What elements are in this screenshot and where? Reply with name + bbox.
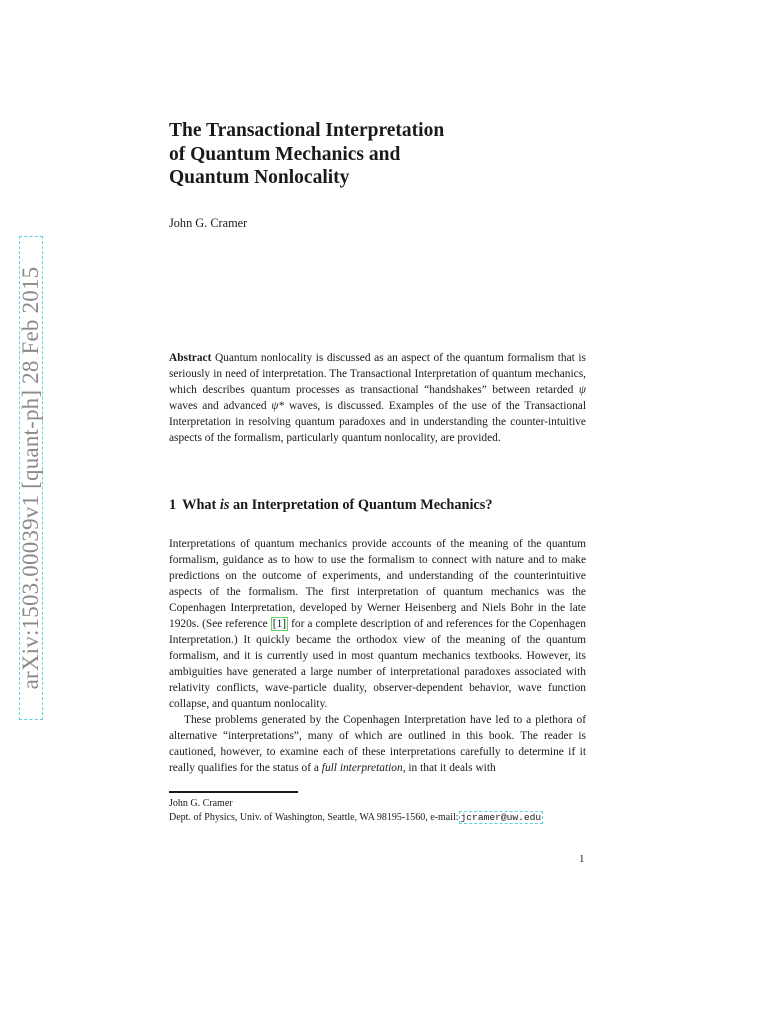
reference-link[interactable]: [1] <box>272 618 287 630</box>
footnote <box>169 797 629 824</box>
page-number: 1 <box>579 853 585 865</box>
title-line-2: of Quantum Mechanics and <box>169 143 401 165</box>
psi-symbol: ψ <box>578 384 586 396</box>
section-title-italic: is <box>219 497 230 513</box>
abstract <box>169 350 586 446</box>
abstract-label: Abstract <box>169 352 212 364</box>
footnote-affiliation <box>169 811 629 825</box>
paper-title <box>169 119 589 190</box>
abstract-text-2: waves and advanced <box>169 400 272 412</box>
abstract-text-1: Quantum nonlocality is discussed as an aspect of the quantum formalism that is seriously in need of interpretation. The Transactional Interpretation of quantum mechanics, which describes quantum processes as transactional “handshakes” between retarded <box>169 352 586 396</box>
psi-star-symbol: ψ* <box>271 400 285 412</box>
paragraph-1-text-a: Interpretations of quantum mechanics provide accounts of the meaning of the quantum formalism, guidance as to how to use the formalism to connect with nature and to make predictions on the outcome of experiments, and understanding of the counterintuitive aspects of the formalism. The first interpretation of quantum mechanics was the Copenhagen Interpretation, developed by Werner Heisenberg and Niels Bohr in the late 1920s. (See reference <box>169 538 586 630</box>
paragraph-2-text-b: , in that it deals with <box>402 762 496 774</box>
footnote-author: John G. Cramer <box>169 798 233 809</box>
footnote-rule <box>169 791 298 793</box>
paragraph-2-text-a: These problems generated by the Copenhagen Interpretation have led to a plethora of alternative “interpretations”, many of which are outlined in this book. The reader is cautioned, however, to examine each of these interpretations carefully to determine if it really qualifies for the status of a <box>169 714 586 774</box>
paragraph-1-text-b: for a complete description of and references for the Copenhagen Interpretation.) It quickly became the orthodox view of the meaning of the quantum formalism, and it is currently used in most quantum mechanics textbooks. However, its ambiguities have generated a large number of interpretational paradoxes associated with relativity conflicts, wave-particle duality, observer-dependent behavior, wave function collapse, and quantum nonlocality. <box>169 618 587 710</box>
section-number: 1 <box>169 497 177 513</box>
title-line-3: Quantum Nonlocality <box>169 167 350 188</box>
paragraph-1 <box>169 536 586 712</box>
paragraph-2-italic: full interpretation <box>321 762 403 774</box>
author-name: John G. Cramer <box>169 216 248 230</box>
arxiv-stamp[interactable] <box>16 236 46 720</box>
abstract-text-3: waves, is discussed. Examples of the use of the Transactional Interpretation in resolving quantum paradoxes and in understanding the counter-intuitive aspects of the formalism, particularly quantum nonlocality, are provided. <box>169 400 586 444</box>
section-title-part-2: an Interpretation of Quantum Mechanics? <box>229 497 493 513</box>
footnote-affiliation-text: Dept. of Physics, Univ. of Washington, Seattle, WA 98195-1560, e-mail: <box>169 811 459 823</box>
title-line-1: The Transactional Interpretation <box>169 120 445 141</box>
section-heading <box>169 497 589 514</box>
body-text <box>169 536 586 776</box>
email-link[interactable]: jcramer@uw.edu <box>460 811 542 823</box>
arxiv-stamp-text[interactable]: arXiv:1503.00039v1 [quant-ph] 28 Feb 2015 <box>18 266 43 690</box>
section-title-part-1: What <box>182 497 220 513</box>
paragraph-2 <box>169 712 586 776</box>
